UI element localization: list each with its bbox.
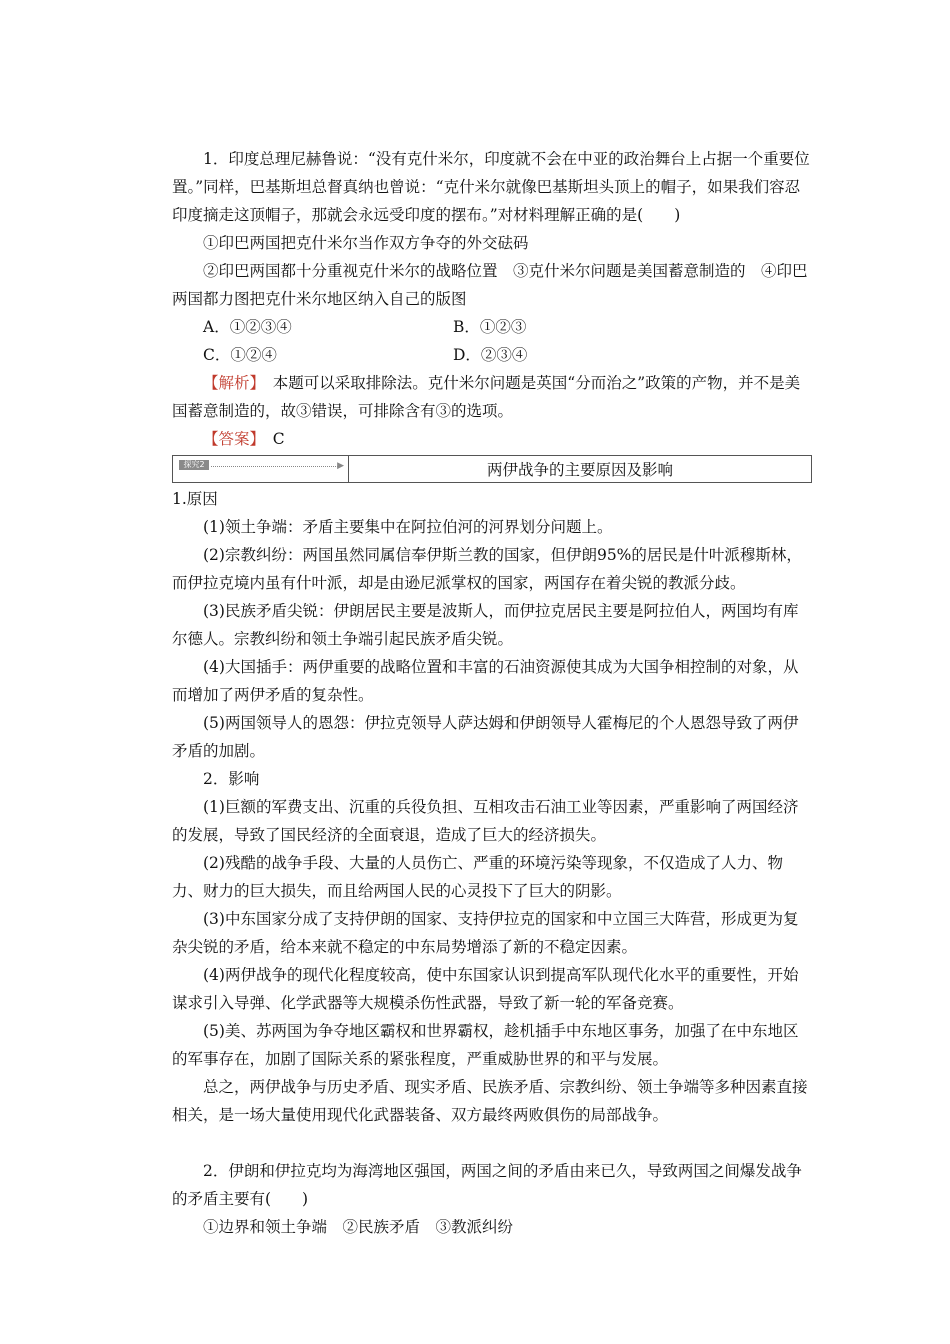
- effect-5: (5)美、苏两国为争夺地区霸权和世界霸权，趁机插手中东地区事务，加强了在中东地区的军事存在，加剧了国际关系的紧张程度，严重威胁世界的和平与发展。: [172, 1022, 799, 1068]
- analysis-tag: 【解析】: [203, 374, 258, 392]
- arrow-right-icon: ▶: [337, 461, 344, 471]
- cause-1: (1)领土争端：矛盾主要集中在阿拉伯河的河界划分问题上。: [203, 518, 613, 536]
- question-1-statement-1: ①印巴两国把克什米尔当作双方争夺的外交砝码: [203, 234, 529, 252]
- question-2-statements: ①边界和领土争端 ②民族矛盾 ③教派纠纷: [203, 1218, 514, 1236]
- effect-1: (1)巨额的军费支出、沉重的兵役负担、互相攻击石油工业等因素，严重影响了两国经济的发展，导致了国民经济的全面衰退，造成了巨大的经济损失。: [172, 798, 799, 844]
- cause-4: (4)大国插手：两伊重要的战略位置和丰富的石油资源使其成为大国争相控制的对象，从而增加了两伊矛盾的复杂性。: [172, 658, 799, 704]
- effects-summary: 总之，两伊战争与历史矛盾、现实矛盾、民族矛盾、宗教纠纷、领土争端等多种因素直接相关，是一场大量使用现代化武器装备、双方最终两败俱伤的局部战争。: [172, 1078, 808, 1124]
- spacer: [172, 1129, 812, 1157]
- cause-2: (2)宗教纠纷：两国虽然同属信奉伊斯兰教的国家，但伊朗95%的居民是什叶派穆斯林，而伊拉克境内虽有什叶派，却是由逊尼派掌权的国家，两国存在着尖锐的教派分歧。: [172, 546, 802, 592]
- arrow-line-icon: [211, 466, 340, 467]
- effect-2: (2)残酷的战争手段、大量的人员伤亡、严重的环境污染等现象，不仅造成了人力、物力、财力的巨大损失，而且给两国人民的心灵投下了巨大的阴影。: [172, 854, 783, 900]
- analysis-text: 本题可以采取排除法。克什米尔问题是英国“分而治之”政策的产物，并不是美国蓄意制造的，故③错误，可排除含有③的选项。: [172, 374, 801, 420]
- option-d: D．②③④: [453, 346, 528, 364]
- effect-3: (3)中东国家分成了支持伊朗的国家、支持伊拉克的国家和中立国三大阵营，形成更为复杂尖锐的矛盾，给本来就不稳定的中东局势增添了新的不稳定因素。: [172, 910, 799, 956]
- section-badge-cell: [173, 456, 349, 483]
- effects-heading: 2．影响: [203, 770, 260, 788]
- section-title: 两伊战争的主要原因及影响: [349, 456, 812, 483]
- section-badge: 探究2: [179, 460, 209, 470]
- cause-5: (5)两国领导人的恩怨：伊拉克领导人萨达姆和伊朗领导人霍梅尼的个人恩怨导致了两伊矛盾的加剧。: [172, 714, 799, 760]
- answer-text: C: [257, 430, 285, 448]
- question-1-analysis: [172, 369, 812, 425]
- question-2-stem: 2．伊朗和伊拉克均为海湾地区强国，两国之间的矛盾由来已久，导致两国之间爆发战争的矛盾主要有( ): [172, 1162, 802, 1208]
- question-1-statement-2: ②印巴两国都十分重视克什米尔的战略位置 ③克什米尔问题是美国蓄意制造的 ④印巴两国都力图把克什米尔地区纳入自己的版图: [172, 262, 808, 308]
- question-1-options-row-2: [172, 341, 812, 369]
- cause-3: (3)民族矛盾尖锐：伊朗居民主要是波斯人，而伊拉克居民主要是阿拉伯人，两国均有库尔德人。宗教纠纷和领土争端引起民族矛盾尖锐。: [172, 602, 799, 648]
- document-content: [172, 145, 812, 1241]
- section-header-table: [172, 455, 812, 483]
- question-1-stem: 1．印度总理尼赫鲁说：“没有克什米尔，印度就不会在中亚的政治舞台上占据一个重要位置。”同样，巴基斯坦总督真纳也曾说：“克什米尔就像巴基斯坦头顶上的帽子，如果我们容忍印度摘走这顶帽子，那就会永远受印度的摆布。”对材料理解正确的是( ): [172, 150, 810, 224]
- answer-tag: 【答案】: [203, 430, 258, 448]
- question-1-answer: [172, 425, 812, 453]
- option-c: C．①②④: [203, 346, 277, 364]
- effect-4: (4)两伊战争的现代化程度较高，使中东国家认识到提高军队现代化水平的重要性，开始谋求引入导弹、化学武器等大规模杀伤性武器，导致了新一轮的军备竞赛。: [172, 966, 799, 1012]
- question-1-options-row-1: [172, 313, 812, 341]
- option-b: B．①②③: [453, 318, 527, 336]
- causes-heading: 1.原因: [172, 490, 218, 508]
- option-a: A．①②③④: [203, 318, 292, 336]
